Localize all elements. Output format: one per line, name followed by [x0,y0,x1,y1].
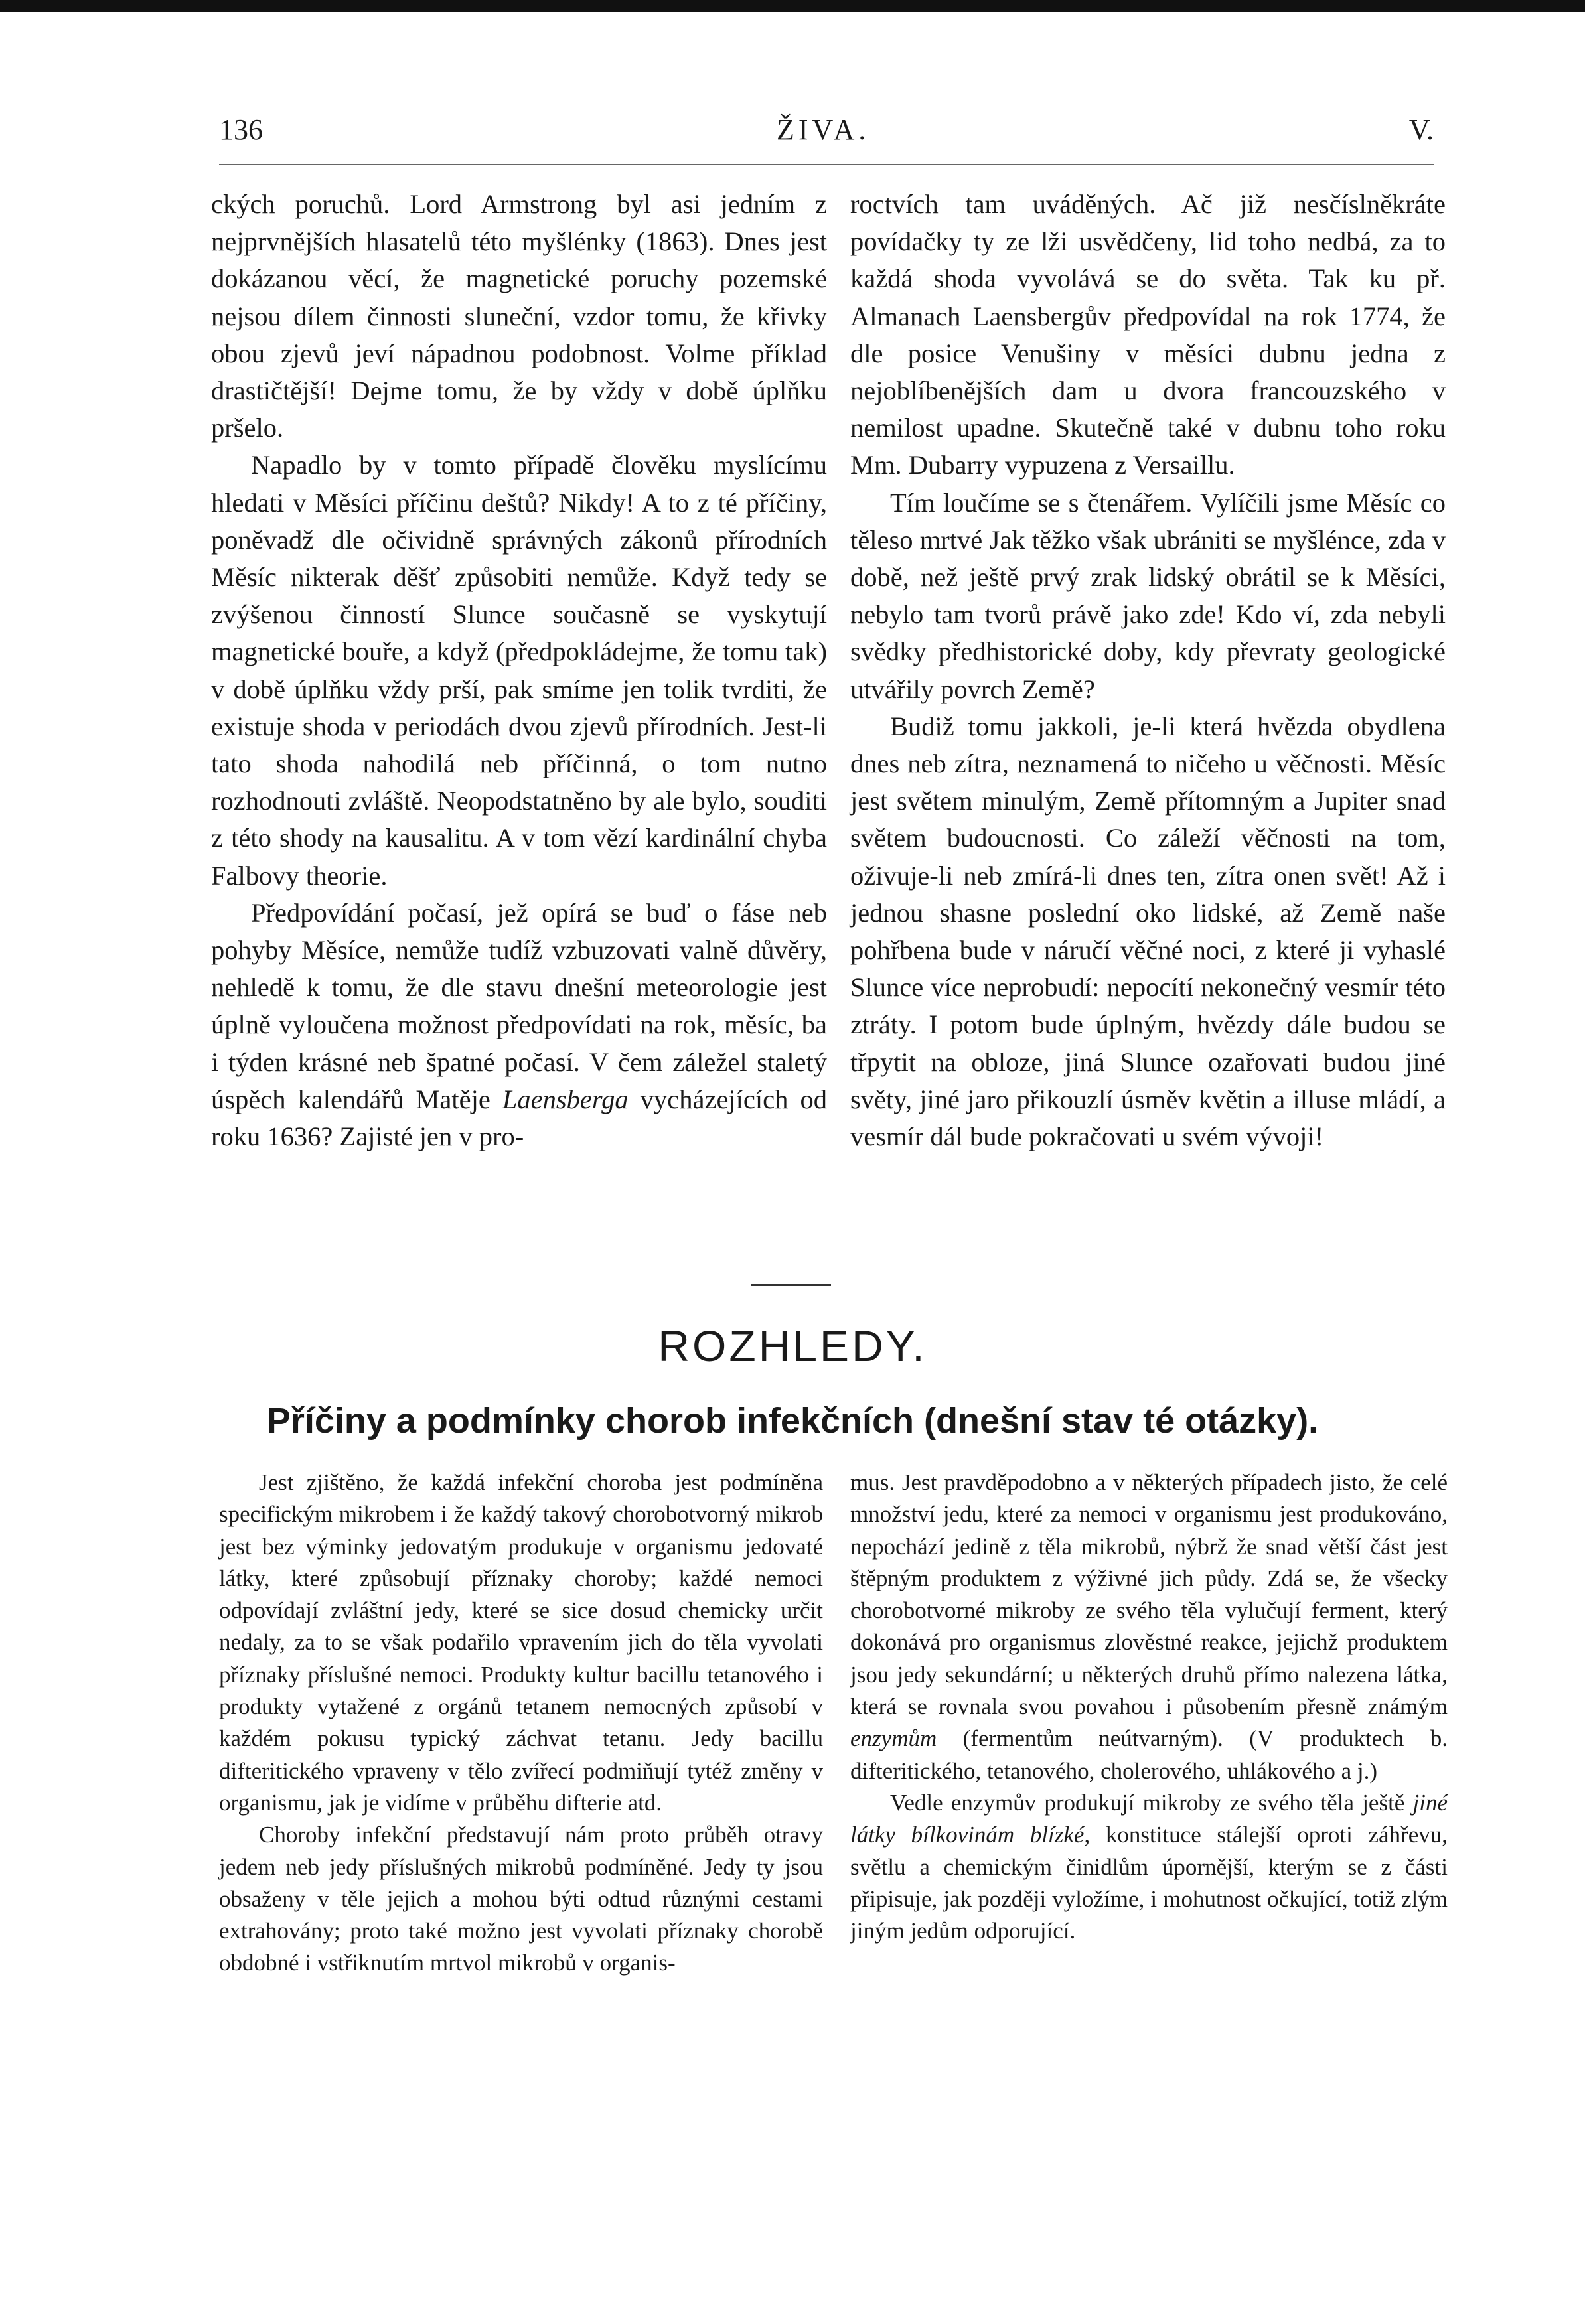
paragraph: Jest zjištěno, že každá infekční choroba jest podmíněna specifickým mikrobem i že každý takový chorobotvorný mikrob jest bez výminky jedovatým produkuje v organismu jedovaté látky, které způsobují příznaky choroby; každé nemoci odpovídají zvláštní jedy, které se sice dosud chemicky určit nedaly, za to se však podařilo vpravením jich do těla vyvolati příznaky příslušné nemoci. Produkty kultur bacillu tetanového i produkty vytažené z orgánů tetanem nemocných způsobí v každém pokusu typický záchvat tetanu. Jedy bacillu difteritického vpraveny v tělo zvířecí podmiňují tytéž změny v organismu, jak je vidíme v průběhu difterie atd. [219,1469,823,1816]
section-divider [751,1284,831,1286]
paragraph: Napadlo by v tomto případě člověku myslícímu hledati v Měsíci příčinu deštů? Nikdy! A to z té příčiny, poněvadž dle očividně správných zákonů přírodních Měsíc nikterak děšť způsobiti nemůže. Když tedy se zvýšenou činností Slunce současně se vyskytují magnetické bouře, a když (předpokládejme, že tomu tak) v době úplňku vždy prší, pak smíme jen tolik tvrditi, že existuje shoda v periodách dvou zjevů přírodních. Jest-li tato shoda nahodilá neb příčinná, o tom nutno rozhodnouti zvláště. Neopodstatněno by ale bylo, souditi z této shody na kausalitu. A v tom vězí kardinální chyba Falbovy theorie. [211,450,827,891]
running-header [219,113,1434,159]
journal-title: ŽIVA. [777,113,870,146]
paragraph: Budiž tomu jakkoli, je-li která hvězda obydlena dnes neb zítra, neznamená to ničeho u věčnosti. Měsíc jest světem minulým, Země přítomným a Jupiter snad světem budoucnosti. Co záleží věčnosti na tom, oživuje-li neb zmírá-li dnes ten, zítra onen svět! Až i jednou shasne poslední oko lidské, až Země naše pohřbena bude v náručí věčné noci, z které ji vyhaslé Slunce více neprobudí: nepocítí nekonečný vesmír této ztráty. I potom bude úplným, hvězdy dále budou se třpytit na obloze, jiná Slunce ozařovati budou jiné světy, jiné jaro přikouzlí úsměv květin a illuse mládí, a vesmír dál bude pokračovati u svém vývoji! [850,711,1446,1152]
top-left-column [211,186,827,1155]
page-number: 136 [219,113,263,146]
top-right-column [850,186,1446,1155]
paragraph: roctvích tam uváděných. Ač již nesčíslněkráte povídačky ty ze lži usvědčeny, lid toho nedbá, za to každá shoda vyvolává se do světa. Tak ku př. Almanach Laensbergův předpovídal na rok 1774, že dle posice Venušiny v měsíci dubnu jedna z nejoblíbenějších dam u dvora francouzského v nemilost upadne. Skutečně také v dubnu toho roku Mm. Dubarry vypuzena z Versaillu. [850,189,1446,480]
volume-number: V. [1408,113,1434,146]
paragraph: Choroby infekční představují nám proto průběh otravy jedem neb jedy příslušných mikrobů podmíněné. Jedy ty jsou obsaženy v těle jejich a mohou býti odtud různými cestami extrahovány; proto také možno jest vyvolati příznaky chorobě obdobné i vstřiknutím mrtvol mikrobů v organis- [219,1822,823,1976]
paragraph: Předpovídání počasí, jež opírá se buď o fáse neb pohyby Měsíce, nemůže tudíž vzbuzovati valně důvěry, nehledě k tomu, že dle stavu dnešní meteorologie jest úplně vyloučena možnost předpovídati na rok, měsíc, ba i týden krásné neb špatné počasí. V čem záležel staletý úspěch kalendářů Matěje Laensberga vycházejících od roku 1636? Zajisté jen v pro- [211,897,827,1152]
scan-border [0,0,1585,12]
bottom-left-column [219,1467,823,1980]
paragraph: mus. Jest pravděpodobno a v některých případech jisto, že celé množství jedu, které za nemoci v organismu jest produkováno, nepochází jedině z těla mikrobů, nýbrž že snad větší část jest štěpným produktem z výživné jich půdy. Zdá se, že všecky chorobotvorné mikroby ze svého těla vylučují ferment, který dokonává pro organismus zlověstné reakce, jejichž produktem jsou jedy sekundární; u některých druhů přímo nalezena látka, která se rovnala svou povahou i působením přesně známým enzymům (fermentům neútvarným). (V produktech b. difteritického, tetanového, cholerového, uhlákového a j.) [850,1469,1448,1784]
paragraph: ckých poruchů. Lord Armstrong byl asi jedním z nejprvnějších hlasatelů této myšlénky (1863). Dnes jest dokázanou věcí, že magnetické poruchy pozemské nejsou dílem činnosti sluneční, vzdor tomu, že křivky obou zjevů jeví nápadnou podobnost. Volme příklad drastičtější! Dejme tomu, že by vždy v době úplňku pršelo. [211,189,827,443]
bottom-right-column [850,1467,1448,1947]
article-title: Příčiny a podmínky chorob infekčních (dnešní stav té otázky). [266,1401,1319,1441]
paragraph: Vedle enzymův produkují mikroby ze svého těla ještě jiné látky bílkovinám blízké, konstituce stálejší oproti záhřevu, světlu a chemickým činidlům úpornější, kterým se z části připisuje, jak později vyložíme, i mohutnost očkující, totiž zlým jiným jedům odporující. [850,1789,1448,1944]
header-rule [219,163,1434,165]
section-title: ROZHLEDY. [658,1321,927,1370]
paragraph: Tím loučíme se s čtenářem. Vylíčili jsme Měsíc co těleso mrtvé Jak těžko však ubrániti se myšlénce, zda v době, než ještě prvý zrak lidský obrátil se k Měsíci, nebylo tam tvorů právě jako zde! Kdo ví, zda nebyli svědky předhistorické doby, kdy převraty geologické utvářily povrch Země? [850,487,1446,704]
